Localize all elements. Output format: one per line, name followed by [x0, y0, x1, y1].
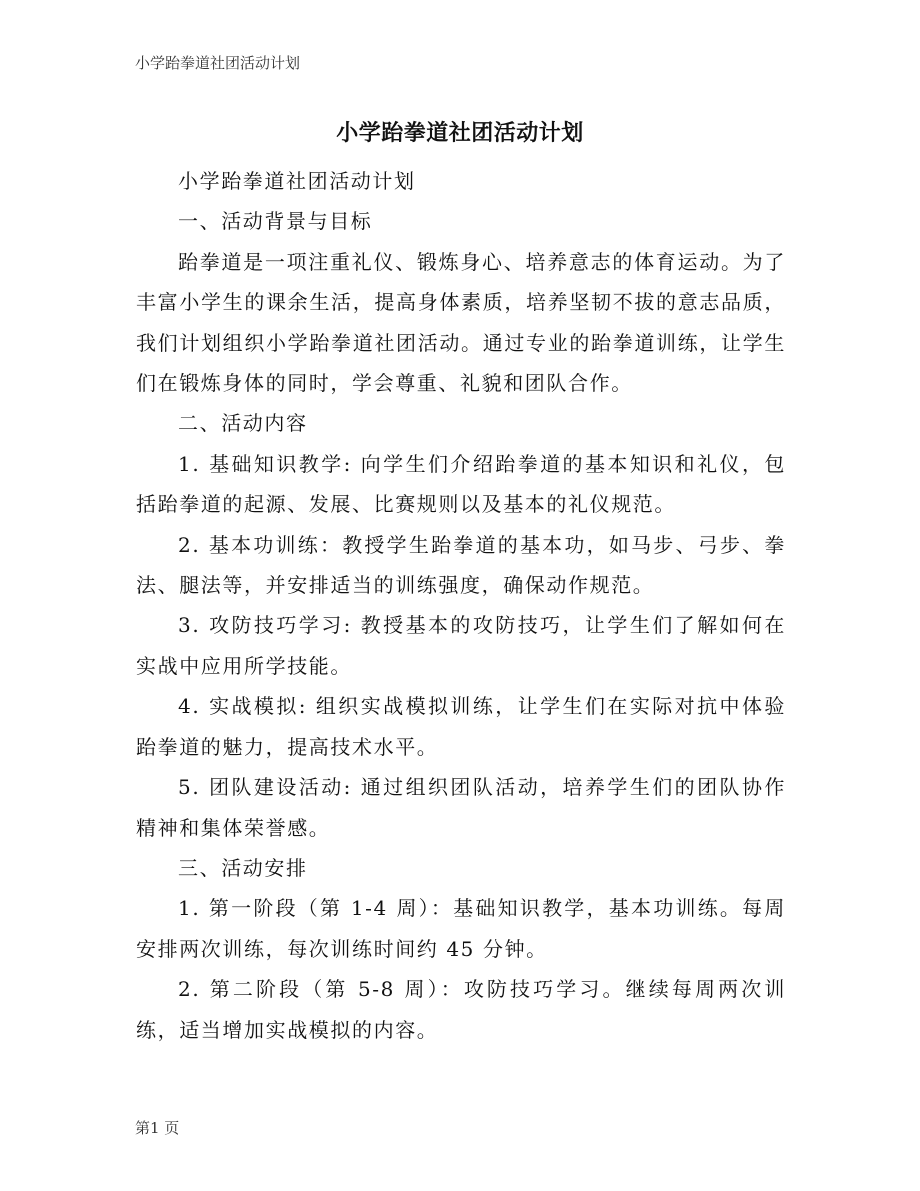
list-item: 1. 第一阶段（第 1-4 周）：基础知识教学，基本功训练。每周安排两次训练，每次训练时间约 45 分钟。 [136, 896, 786, 961]
list-item: 2. 第二阶段（第 5-8 周）：攻防技巧学习。继续每周两次训练，适当增加实战模拟的内容。 [136, 977, 786, 1042]
list-item: 4. 实战模拟: 组织实战模拟训练，让学生们在实际对抗中体验跆拳道的魅力，提高技术水平。 [136, 694, 786, 759]
document-title: 小学跆拳道社团活动计划 [336, 121, 584, 146]
document-body [136, 161, 786, 1050]
page-number: 第1 页 [135, 1119, 180, 1137]
list-item: 1. 基础知识教学: 向学生们介绍跆拳道的基本知识和礼仪，包括跆拳道的起源、发展、比赛规则以及基本的礼仪规范。 [136, 451, 786, 517]
body-paragraph: 跆拳道是一项注重礼仪、锻炼身心、培养意志的体育运动。为了丰富小学生的课余生活，提高身体素质，培养坚韧不拔的意志品质，我们计划组织小学跆拳道社团活动。通过专业的跆拳道训练，让学生们在锻炼身体的同时，学会尊重、礼貌和团队合作。 [136, 249, 786, 396]
list-item: 3. 攻防技巧学习: 教授基本的攻防技巧，让学生们了解如何在实战中应用所学技能。 [136, 613, 786, 678]
section-heading-2: 二、活动内容 [178, 411, 308, 436]
section-heading-3: 三、活动安排 [178, 855, 308, 880]
list-item: 5. 团队建设活动: 通过组织团队活动，培养学生们的团队协作精神和集体荣誉感。 [136, 775, 786, 840]
list-item: 2. 基本功训练：教授学生跆拳道的基本功，如马步、弓步、拳法、腿法等，并安排适当的训练强度，确保动作规范。 [136, 532, 786, 598]
running-header: 小学跆拳道社团活动计划 [135, 54, 301, 72]
section-heading-1: 一、活动背景与目标 [178, 209, 373, 234]
subtitle-paragraph: 小学跆拳道社团活动计划 [178, 169, 416, 193]
